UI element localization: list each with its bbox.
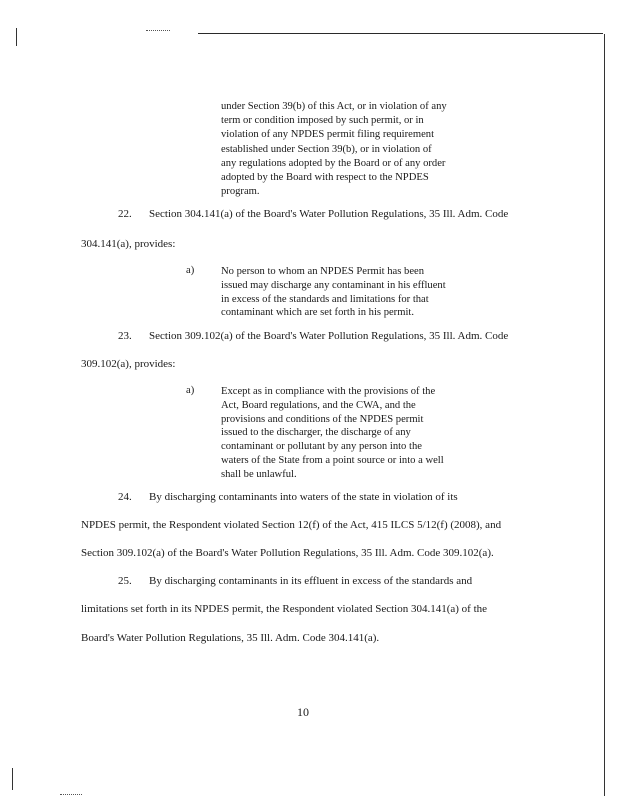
- quote-line: violation of any NPDES permit filing requirement: [221, 129, 435, 141]
- para-25-number: 25.: [118, 575, 132, 587]
- para-23-line-2: 309.102(a), provides:: [81, 358, 176, 370]
- quote-line: adopted by the Board with respect to the NPDES: [221, 172, 429, 184]
- quote-line: Act, Board regulations, and the CWA, and the: [221, 399, 416, 411]
- quote-continuation: [221, 100, 481, 199]
- para-23-number: 23.: [118, 330, 132, 342]
- quote-line: issued may discharge any contaminant in his effluent: [221, 279, 446, 291]
- quote-line: in excess of the standards and limitations for that: [221, 293, 429, 305]
- para-24-line-3: Section 309.102(a) of the Board's Water Pollution Regulations, 35 Ill. Adm. Code 309.102(a).: [81, 547, 494, 559]
- quote-23-letter: a): [186, 385, 195, 396]
- para-22-number: 22.: [118, 208, 132, 220]
- quote-line: No person to whom an NPDES Permit has been: [221, 266, 425, 277]
- quote-line: program.: [221, 186, 260, 198]
- quote-line: under Section 39(b) of this Act, or in violation of any: [221, 101, 447, 112]
- para-24-number: 24.: [118, 491, 132, 503]
- scan-artifact-bottom-dots: [60, 794, 82, 795]
- scan-artifact-left-mark-bottom: [12, 768, 13, 790]
- quote-22-text: [221, 265, 446, 320]
- para-25-line-3: Board's Water Pollution Regulations, 35 Ill. Adm. Code 304.141(a).: [81, 632, 380, 644]
- para-25-line-2: limitations set forth in its NPDES permit, the Respondent violated Section 304.141(a) of the: [81, 603, 488, 615]
- para-22-line-1: Section 304.141(a) of the Board's Water Pollution Regulations, 35 Ill. Adm. Code: [149, 208, 509, 220]
- quote-line: term or condition imposed by such permit, or in: [221, 115, 424, 127]
- quote-22-letter: a): [186, 265, 195, 276]
- para-24-line-2: NPDES permit, the Respondent violated Section 12(f) of the Act, 415 ILCS 5/12(f) (2008), and: [81, 519, 502, 531]
- quote-line: issued to the discharger, the discharge of any: [221, 427, 411, 439]
- quote-line: provisions and conditions of the NPDES permit: [221, 413, 424, 425]
- quote-line: contaminant or pollutant by any person into the: [221, 441, 422, 453]
- scan-artifact-dots: [146, 30, 170, 32]
- quote-line: Except as in compliance with the provisions of the: [221, 386, 436, 397]
- quote-line: any regulations adopted by the Board or of any order: [221, 157, 446, 169]
- quote-line: shall be unlawful.: [221, 468, 297, 480]
- para-24-line-1: By discharging contaminants into waters of the state in violation of its: [149, 491, 458, 503]
- page-number: 10: [297, 705, 309, 719]
- quote-line: established under Section 39(b), or in violation of: [221, 143, 432, 155]
- para-23-line-1: Section 309.102(a) of the Board's Water Pollution Regulations, 35 Ill. Adm. Code: [149, 330, 509, 342]
- scan-artifact-top-rule: [198, 33, 603, 34]
- scan-artifact-left-mark: [16, 28, 17, 46]
- para-25-line-1: By discharging contaminants in its effluent in excess of the standards and: [149, 575, 473, 587]
- quote-line: waters of the State from a point source or into a well: [221, 454, 444, 466]
- para-22-line-2: 304.141(a), provides:: [81, 238, 176, 250]
- quote-line: contaminant which are set forth in his permit.: [221, 307, 414, 319]
- quote-23-text: [221, 385, 444, 482]
- scan-artifact-right-edge: [604, 34, 605, 796]
